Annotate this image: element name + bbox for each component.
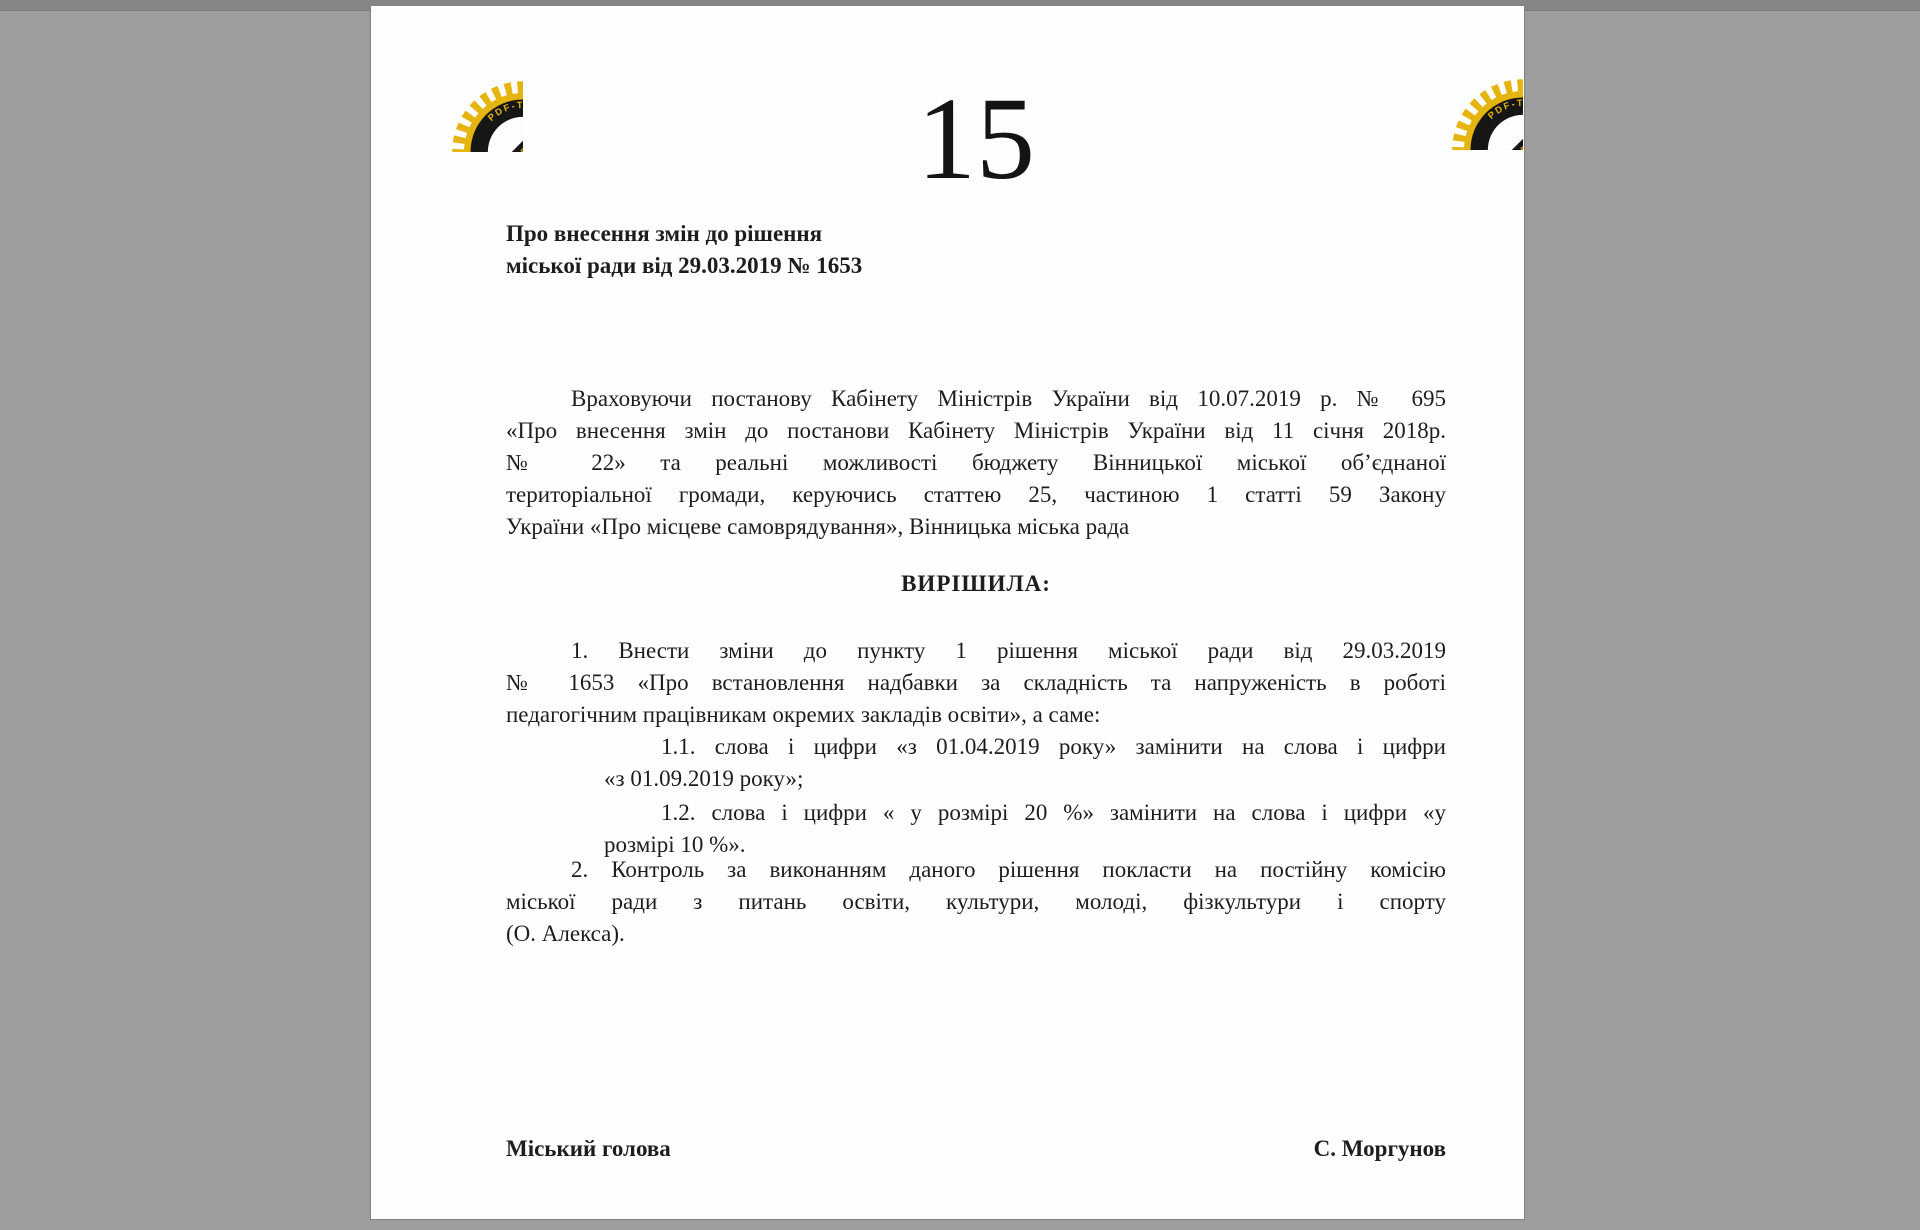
text-line: (О. Алекса). [506, 921, 625, 946]
text-line: міської ради з питань освіти, культури, молоді, фізкультури і спорту [506, 889, 1446, 914]
resolution-heading: ВИРІШИЛА: [901, 571, 1051, 596]
text-line: розмірі 10 %». [604, 832, 746, 857]
text-line: 2. Контроль за виконанням даного рішення покласти на постійну комісію [571, 857, 1446, 882]
text-line: України «Про місцеве самоврядування», Вінницька міська рада [506, 514, 1130, 539]
text-line: Враховуючи постанову Кабінету Міністрів України від 10.07.2019 р. № 695 [571, 386, 1446, 411]
resolution-item-2 [506, 854, 1446, 950]
text-line: № 22» та реальні можливості бюджету Вінницької міської об’єднаної [506, 450, 1446, 475]
signature-row [506, 1133, 1446, 1165]
document-number: 15 [917, 73, 1035, 204]
signature-title: Міський голова [506, 1136, 671, 1161]
text-line: педагогічним працівникам окремих закладів освіти», а саме: [506, 702, 1101, 727]
text-line: «Про внесення змін до постанови Кабінету Міністрів України від 11 січня 2018р. [506, 418, 1446, 443]
text-line: 1. Внести зміни до пункту 1 рішення міської ради від 29.03.2019 [571, 638, 1446, 663]
text-line: міської ради від 29.03.2019 № 1653 [506, 253, 863, 278]
resolution-item-1-2 [604, 797, 1446, 861]
resolution-item-1-1 [604, 731, 1446, 795]
pdf-tools-demo-watermark-icon [373, 2, 523, 152]
text-line: 1.2. слова і цифри « у розмірі 20 %» замінити на слова і цифри «у [661, 800, 1446, 825]
text-line: № 1653 «Про встановлення надбавки за складність та напруженість в роботі [506, 670, 1446, 695]
signature-name: С. Моргунов [1313, 1136, 1446, 1161]
text-line: Про внесення змін до рішення [506, 221, 823, 246]
text-line: «з 01.09.2019 року»; [604, 766, 804, 791]
document-page [370, 6, 1525, 1220]
resolution-item-1 [506, 635, 1446, 731]
document-subject [506, 218, 1446, 282]
preamble-paragraph [506, 383, 1446, 543]
text-line: 1.1. слова і цифри «з 01.04.2019 року» замінити на слова і цифри [661, 734, 1446, 759]
text-line: територіальної громади, керуючись статтею 25, частиною 1 статті 59 Закону [506, 482, 1446, 507]
